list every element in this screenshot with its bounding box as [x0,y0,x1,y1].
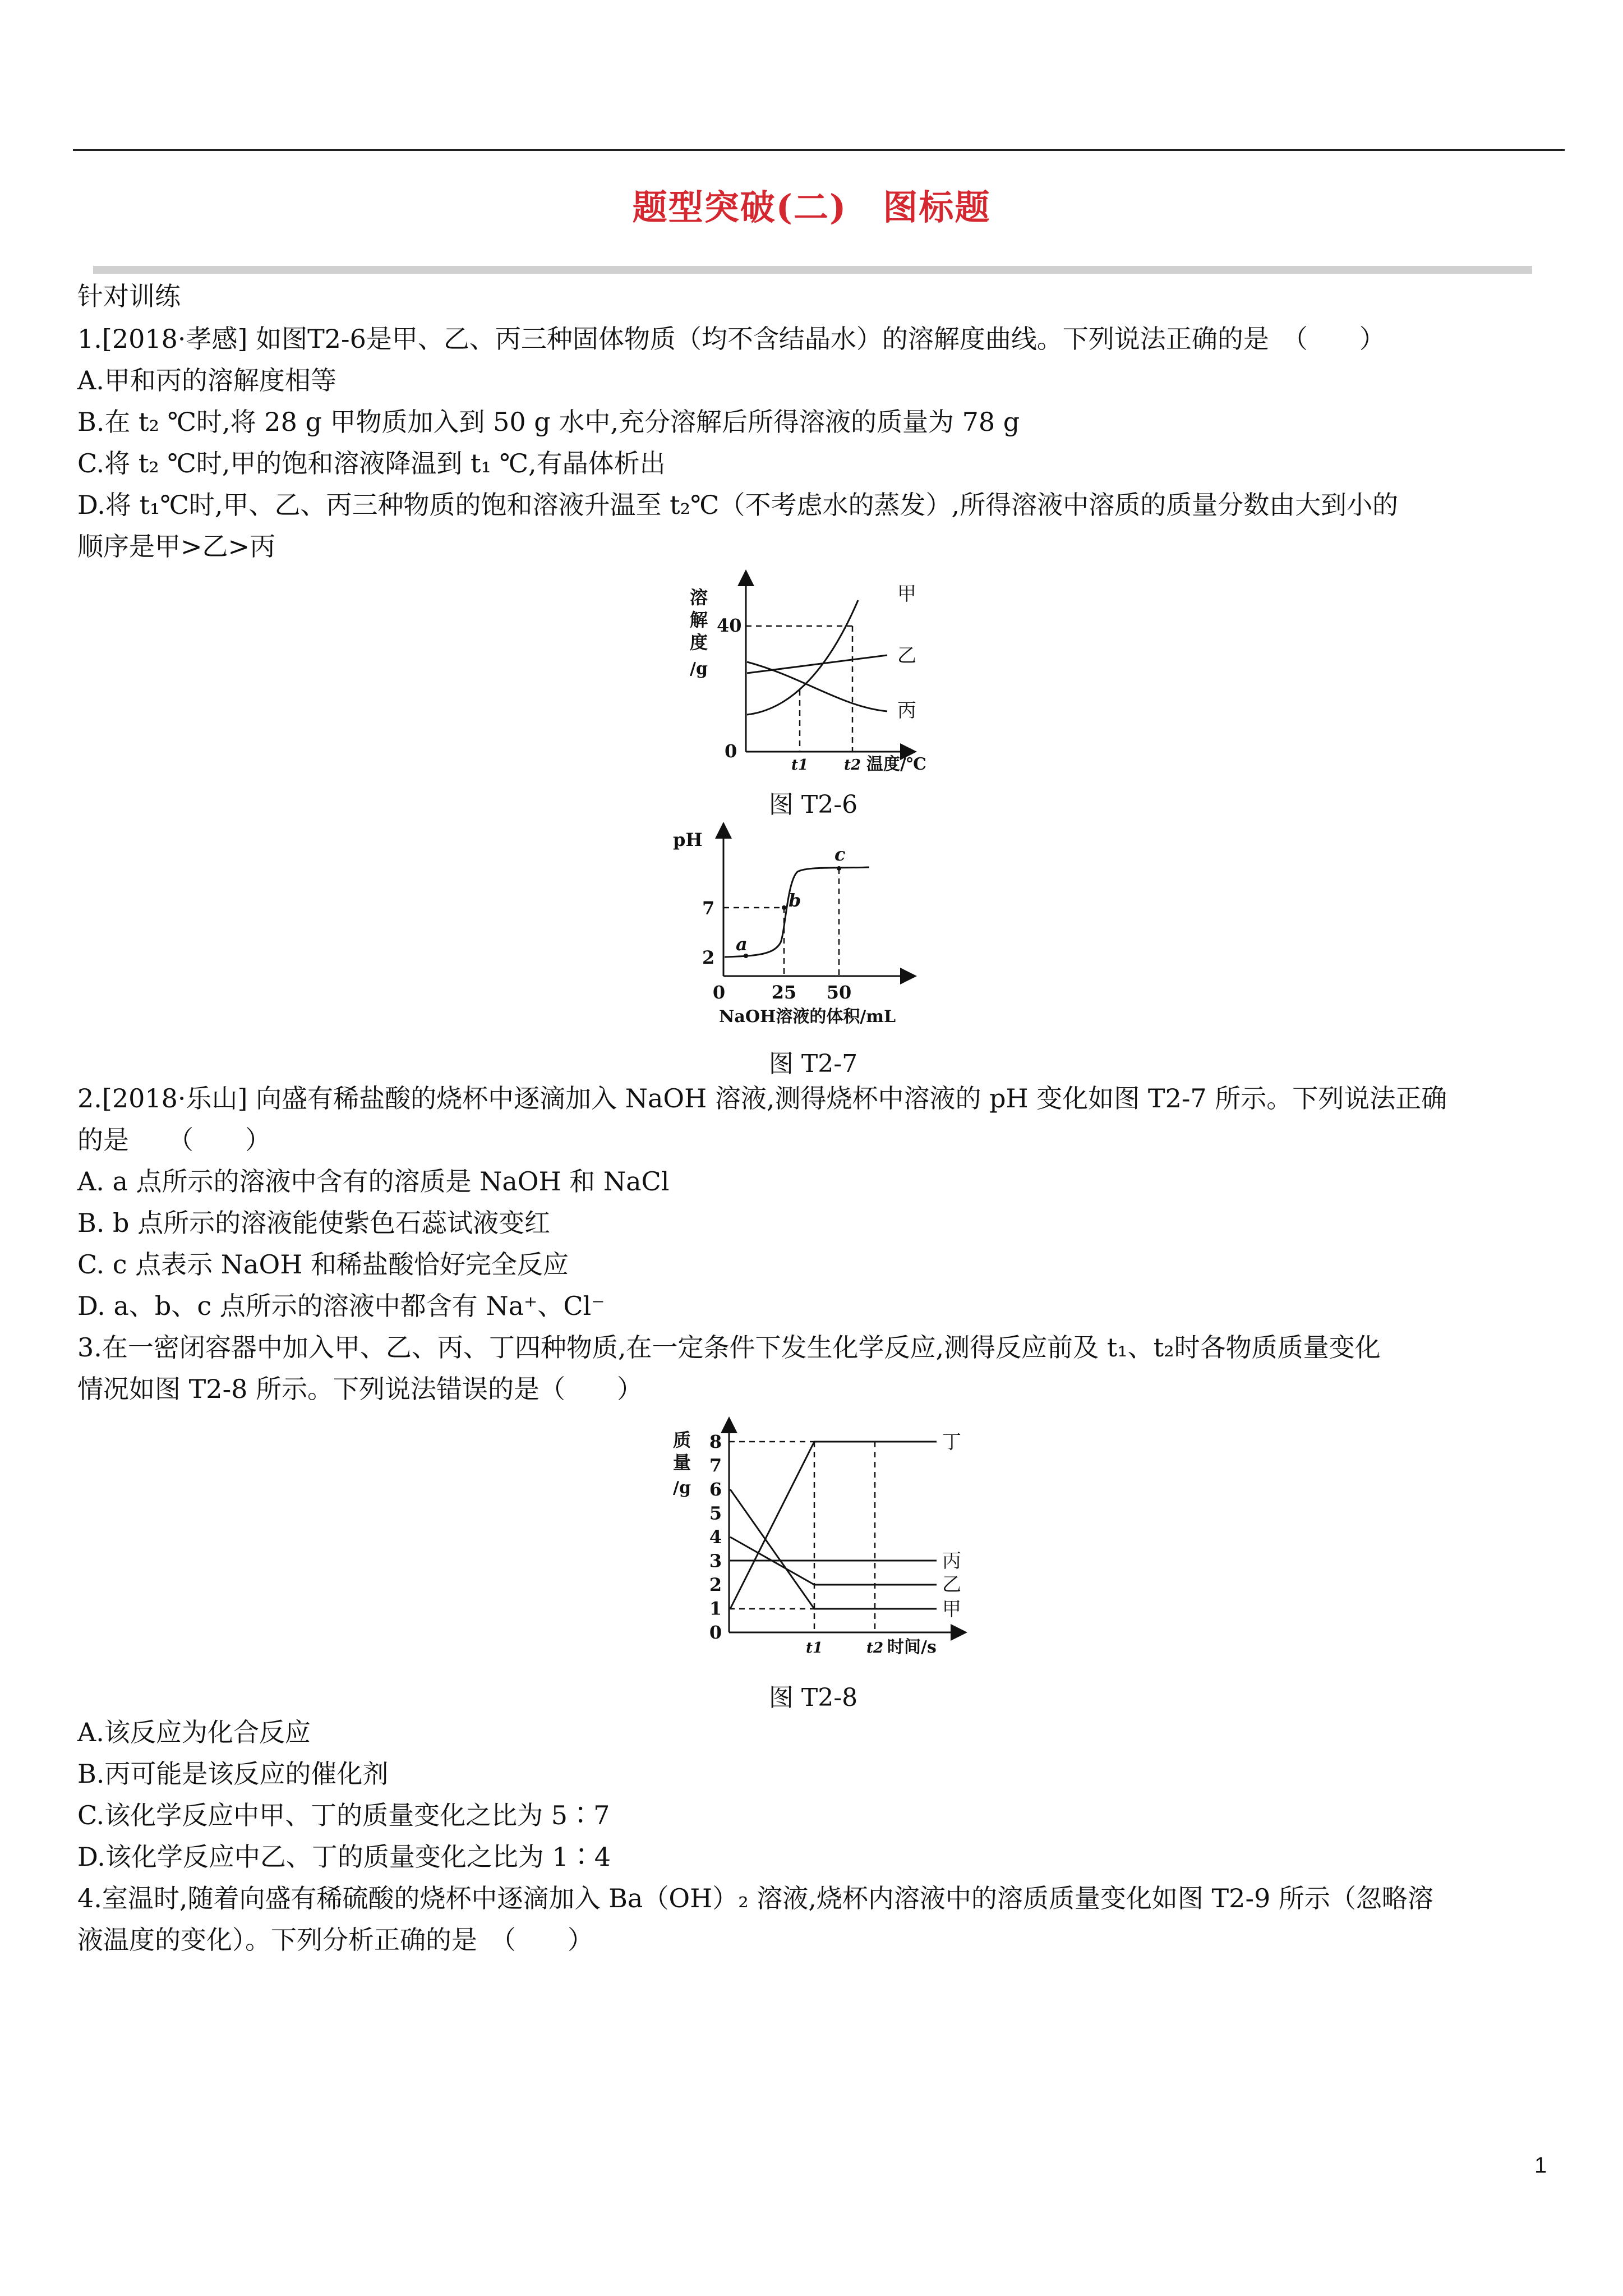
fig8-label-ding: 丁 [942,1431,961,1453]
fig7-y7-label: 7 [702,898,715,919]
fig8-ytick-0: 0 [709,1622,722,1643]
q3-option-a: A.该反应为化合反应 [77,1717,311,1747]
fig8-ylabel-2: 量 [673,1452,691,1473]
fig8-ylabel-1: 质 [673,1429,691,1451]
fig6-ylabel-3: 度 [690,632,708,653]
fig6-y40-label: 40 [717,615,742,636]
page-number: 1 [1534,2153,1547,2178]
fig6-ylabel-4: /g [690,659,708,679]
q2-option-d: D. a、b、c 点所示的溶液中都含有 Na⁺、Cl⁻ [77,1291,605,1321]
title-underline-bar [93,266,1532,274]
q2-option-b: B. b 点所示的溶液能使紫色石蕊试液变红 [77,1208,551,1238]
fig8-caption: 图 T2-8 [768,1683,858,1712]
fig8-ytick-3: 3 [709,1550,722,1572]
fig8-ytick-4: 4 [709,1526,722,1548]
fig8-label-yi: 乙 [942,1573,961,1596]
q1-option-a: A.甲和丙的溶解度相等 [77,365,336,395]
fig7-caption: 图 T2-7 [768,1050,858,1078]
q3-option-d: D.该化学反应中乙、丁的质量变化之比为 1∶4 [77,1842,611,1872]
figure-t2-7 [673,825,987,1038]
q2-option-c: C. c 点表示 NaOH 和稀盐酸恰好完全反应 [77,1249,569,1280]
q2-stem-line1: 2.[2018·乐山] 向盛有稀盐酸的烧杯中逐滴加入 NaOH 溶液,测得烧杯中溶液的 pH 变化如图 T2-7 所示。下列说法正确 [77,1083,1447,1114]
fig6-curve-jia [747,600,858,715]
fig7-ylabel: pH [673,829,703,850]
q1-option-d-line1: D.将 t₁℃时,甲、乙、丙三种物质的饱和溶液升温至 t₂℃（不考虑水的蒸发）,所得溶液中溶质的质量分数由大到小的 [77,490,1399,520]
fig6-ylabel-1: 溶 [690,587,708,608]
fig6-origin-label: 0 [725,740,737,762]
fig6-t1-label: t1 [791,757,809,774]
fig7-label-a: a [736,933,748,955]
fig6-label-bing: 丙 [897,700,916,722]
fig8-label-bing: 丙 [942,1550,961,1572]
fig8-ytick-2: 2 [709,1574,722,1595]
fig8-t2-label: t2 [866,1640,884,1657]
fig8-xlabel: 时间/s [887,1637,937,1657]
fig8-ytick-7: 7 [709,1455,722,1476]
page-title: 题型突破(二) 图标题 [632,187,991,228]
fig6-caption: 图 T2-6 [768,790,858,819]
fig8-ylabel-3: /g [673,1478,691,1498]
fig7-x25-label: 25 [771,982,797,1003]
fig8-t1-label: t1 [805,1640,823,1657]
q4-stem-line2: 液温度的变化）。下列分析正确的是 （ ） [77,1925,593,1955]
fig6-label-jia: 甲 [897,583,916,605]
q1-stem: 1.[2018·孝感] 如图T2-6是甲、乙、丙三种固体物质（均不含结晶水）的溶解度曲线。下列说法正确的是 （ ） [77,324,1385,354]
fig8-ytick-6: 6 [709,1479,722,1500]
fig7-label-b: b [789,890,801,911]
q2-stem-line2: 的是 （ ） [77,1125,271,1155]
q4-stem-line1: 4.室温时,随着向盛有稀硫酸的烧杯中逐滴加入 Ba（OH）₂ 溶液,烧杯内溶液中的溶质质量变化如图 T2-9 所示（忽略溶 [77,1883,1433,1913]
fig6-ylabel-2: 解 [690,609,708,631]
q3-option-b: B.丙可能是该反应的催化剂 [77,1759,389,1789]
fig6-label-yi: 乙 [897,645,916,667]
fig6-curve-bing [747,662,887,711]
fig7-point-c [837,866,841,871]
fig8-ytick-8: 8 [709,1431,722,1452]
q1-option-d-line2: 顺序是甲>乙>丙 [77,531,276,562]
q1-option-c: C.将 t₂ ℃时,甲的饱和溶液降温到 t₁ ℃,有晶体析出 [77,448,666,478]
q3-stem-line2: 情况如图 T2-8 所示。下列说法错误的是（ ） [77,1374,643,1404]
fig6-xlabel: 温度/℃ [866,754,926,774]
fig8-line-ding [730,1442,937,1609]
fig7-x0-label: 0 [712,982,726,1003]
fig8-ytick-1: 1 [709,1598,722,1619]
figure-t2-6 [673,572,987,774]
fig7-point-b [782,905,786,910]
fig8-label-jia: 甲 [942,1598,961,1621]
fig7-x50-label: 50 [826,982,852,1003]
fig6-t2-label: t2 [843,757,861,774]
fig8-ytick-5: 5 [709,1502,722,1524]
q3-option-c: C.该化学反应中甲、丁的质量变化之比为 5∶7 [77,1800,610,1830]
fig7-y2-label: 2 [702,947,715,968]
section-heading: 针对训练 [77,281,181,311]
q3-stem-line1: 3.在一密闭容器中加入甲、乙、丙、丁四种物质,在一定条件下发生化学反应,测得反应前及 t₁、t₂时各物质质量变化 [77,1332,1381,1363]
q1-option-b: B.在 t₂ ℃时,将 28 g 甲物质加入到 50 g 水中,充分溶解后所得溶液的质量为 78 g [77,407,1020,437]
figure-t2-8 [667,1419,1004,1666]
header-rule [73,149,1565,151]
fig7-xlabel: NaOH溶液的体积/mL [719,1007,896,1027]
q2-option-a: A. a 点所示的溶液中含有的溶质是 NaOH 和 NaCl [77,1166,670,1197]
fig7-label-c: c [834,844,846,865]
